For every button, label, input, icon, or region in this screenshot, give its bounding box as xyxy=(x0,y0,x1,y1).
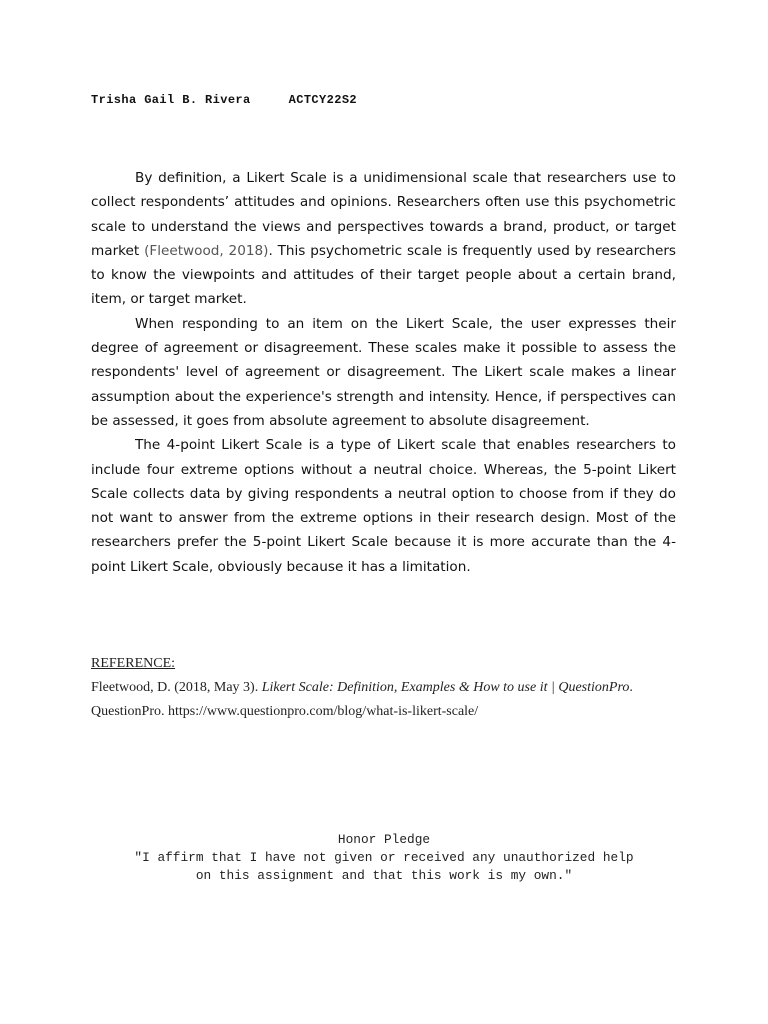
reference-section xyxy=(91,652,691,724)
paragraph-1 xyxy=(91,166,676,312)
paragraph-1-text-b: . This psychometric scale is frequently used by researchers to know the viewpoints and attitudes of their target people about a certain brand, item, or target market. xyxy=(91,242,676,308)
pledge-line-2: on this assignment and that this work is my own." xyxy=(195,868,573,883)
paragraph-1-text-a: By definition, a Likert Scale is a unidimensional scale that researchers use to collect respondents’ attitudes and opinions. Researchers often use this psychometric scale to understand the views and perspectives towards a brand, product, or target market xyxy=(91,170,676,259)
reference-title: Likert Scale: Definition, Examples & How to use it | QuestionPro xyxy=(261,680,630,695)
reference-heading: REFERENCE: xyxy=(91,656,176,671)
honor-pledge xyxy=(0,831,768,885)
pledge-line-1: "I affirm that I have not given or received any unauthorized help xyxy=(134,850,634,865)
reference-author-date: Fleetwood, D. (2018, May 3). xyxy=(91,680,262,695)
in-text-citation: (Fleetwood, 2018) xyxy=(144,242,269,259)
reference-entry xyxy=(91,676,691,724)
paragraph-3: The 4-point Likert Scale is a type of Likert scale that enables researchers to include four extreme options without a neutral choice. Whereas, the 5-point Likert Scale collects data by giving respondents a neutral option to choose from if they do not want to answer from the extreme options in their research design. Most of the researchers prefer the 5-point Likert Scale because it is more accurate than the 4-point Likert Scale, obviously because it has a limitation. xyxy=(91,437,676,575)
essay-body xyxy=(91,166,676,579)
reference-title-period: . xyxy=(629,680,633,695)
student-name: Trisha Gail B. Rivera xyxy=(91,93,251,107)
paragraph-2: When responding to an item on the Likert Scale, the user expresses their degree of agreement or disagreement. These scales make it possible to assess the respondents' level of agreement or disagreement. The Likert scale makes a linear assumption about the experience's strength and intensity. Hence, if perspectives can be assessed, it goes from absolute agreement to absolute disagreement. xyxy=(91,315,676,429)
reference-publisher-url: QuestionPro. https://www.questionpro.com/blog/what-is-likert-scale/ xyxy=(91,704,479,719)
student-header xyxy=(91,93,357,107)
course-code: ACTCY22S2 xyxy=(288,93,358,107)
pledge-title: Honor Pledge xyxy=(337,832,431,847)
